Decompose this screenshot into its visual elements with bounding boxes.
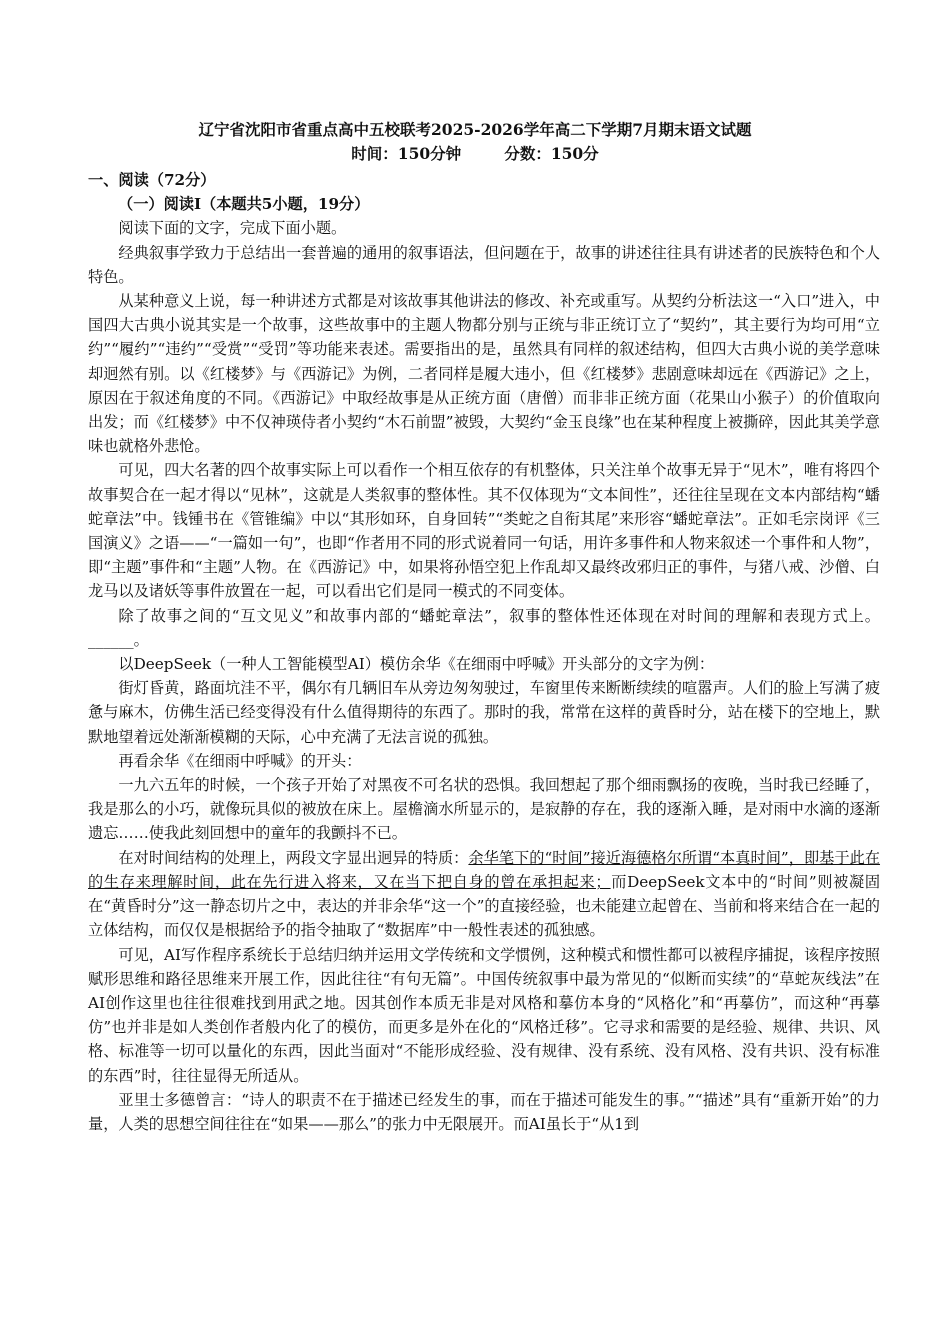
paragraph-time-structure: [88, 846, 880, 943]
document-body: [88, 168, 880, 1136]
paragraph: 再看余华《在细雨中呼喊》的开头：: [118, 751, 362, 770]
paragraph: 亚里士多德曾言：“诗人的职责不在于描述已经发生的事，而在于描述可能发生的事。”“描述”具有“重新开始”的力量，人类的思想空间往往在“如果——那么”的张力中无限展开。而AI虽长于“从1到: [88, 1090, 880, 1133]
paragraph: 以DeepSeek（一种人工智能模型AI）模仿余华《在细雨中呼喊》开头部分的文字为例：: [118, 655, 715, 674]
section-heading: 一、阅读（72分）: [88, 171, 216, 189]
text-segment: 在对时间结构的处理上，两段文字显出迥异的特质：: [118, 848, 469, 867]
paragraph-quote-ai: 街灯昏黄，路面坑洼不平，偶尔有几辆旧车从旁边匆匆驶过，车窗里传来断断续续的喧嚣声。人们的脸上写满了疲惫与麻木，仿佛生活已经变得没有什么值得期待的东西了。那时的我，常常在这样的黄昏时分，站在楼下的空地上，默默地望着远处渐渐模糊的天际，心中充满了无法言说的孤独。: [88, 679, 880, 746]
paragraph: 可见，四大名著的四个故事实际上可以看作一个相互依存的有机整体，只关注单个故事无异于“见木”，唯有将四个故事契合在一起才得以“见林”，这就是人类叙事的整体性。其不仅体现为“文本间性”，还往往呈现在文本内部结构“蟠蛇章法”中。钱锺书在《管锥编》中以“其形如环，自身回转”“类蛇之自衔其尾”来形容“蟠蛇章法”。正如毛宗岗评《三国演义》之语——“一篇如一句”，也即“作者用不同的形式说着同一句话，用许多事件和人物来叙述一个事件和人物”，即“主题”事件和“主题”人物。在《西游记》中，如果将孙悟空犯上作乱却又最终改邪归正的事件，与猪八戒、沙僧、白龙马以及诸妖等事件放置在一起，可以看出它们是同一模式的不同变体。: [88, 461, 880, 601]
paragraph: 可见，AI写作程序系统长于总结归纳并运用文学传统和文学惯例，这种模式和惯性都可以被程序捕捉，该程序按照赋形思维和路径思维来开展工作，因此往往“有句无篇”。中国传统叙事中最为常见的“似断而实续”的“草蛇灰线法”在AI创作这里也往往很难找到用武之地。因其创作本质无非是对风格和摹仿本身的“风格化”和“再摹仿”，而这种“再摹仿”也并非是如人类创作者般内化了的模仿，而更多是外在化的“风格迁移”。它寻求和需要的是经验、规律、共识、风格、标准等一切可以量化的东西，因此当面对“不能形成经验、没有规律、没有系统、没有风格、没有共识、没有标准的东西”时，往往显得无所适从。: [88, 945, 880, 1085]
page-title: 辽宁省沈阳市省重点高中五校联考2025-2026学年高二下学期7月期末语文试题: [198, 120, 752, 139]
paragraph: 从某种意义上说，每一种讲述方式都是对该故事其他讲法的修改、补充或重写。从契约分析法这一“入口”进入，中国四大古典小说其实是一个故事，这些故事中的主题人物都分别与正统与非正统订立了“契约”，其主要行为均可用“立约”“履约”“违约”“受赏”“受罚”等功能来表述。需要指出的是，虽然具有同样的叙述结构，但四大古典小说的美学意味却迥然有别。以《红楼梦》与《西游记》为例，二者同样是履大违小，但《红楼梦》悲剧意味却远在《西游记》之上，原因在于叙述角度的不同。《西游记》中取经故事是从正统方面（唐僧）而非非正统方面（花果山小猴子）的价值取向出发；而《红楼梦》中不仅神瑛侍者小契约“木石前盟”被毁，大契约“金玉良缘”也在某种程度上被撕碎，因此其美学意味也就格外悲怆。: [88, 292, 880, 456]
paragraph: 经典叙事学致力于总结出一套普遍的通用的叙事语法，但问题在于，故事的讲述往往具有讲述者的民族特色和个人特色。: [88, 243, 880, 286]
paragraph-instruction: 阅读下面的文字，完成下面小题。: [118, 219, 347, 238]
paragraph-quote-yuhua: 一九六五年的时候，一个孩子开始了对黑夜不可名状的恐惧。我回想起了那个细雨飘扬的夜晚，当时我已经睡了，我是那么的小巧，就像玩具似的被放在床上。屋檐滴水所显示的，是寂静的存在，我的逐渐入睡，是对雨中水滴的逐渐遗忘……使我此刻回想中的童年的我颤抖不已。: [88, 776, 880, 843]
exam-meta: 时间：150分钟 分数：150分: [351, 144, 599, 163]
text-segment: 而DeepSeek文本中的“时间”则被凝固在“黄昏时分”这一静态切片之中，表达的并非余华“这一个”的直接经验，也未能建立起曾在、当前和将来结合在一起的立体结构，而仅仅是根据给予的指令抽取了“数据库”中一般性表述的孤独感。: [88, 872, 881, 940]
underlined-sentence: 余华笔下的“时间”接近海德格尔所谓“本真时间”，即基于此在的生存来理解时间，此在先行进入将来，又在当下把自身的曾在承担起来；: [88, 848, 881, 891]
subsection-heading: （一）阅读Ⅰ（本题共5小题，19分）: [118, 195, 370, 214]
paragraph-with-blank: 除了故事之间的“互文见义”和故事内部的“蟠蛇章法”，叙事的整体性还体现在对时间的理解和表现方式上。______。: [88, 606, 880, 649]
